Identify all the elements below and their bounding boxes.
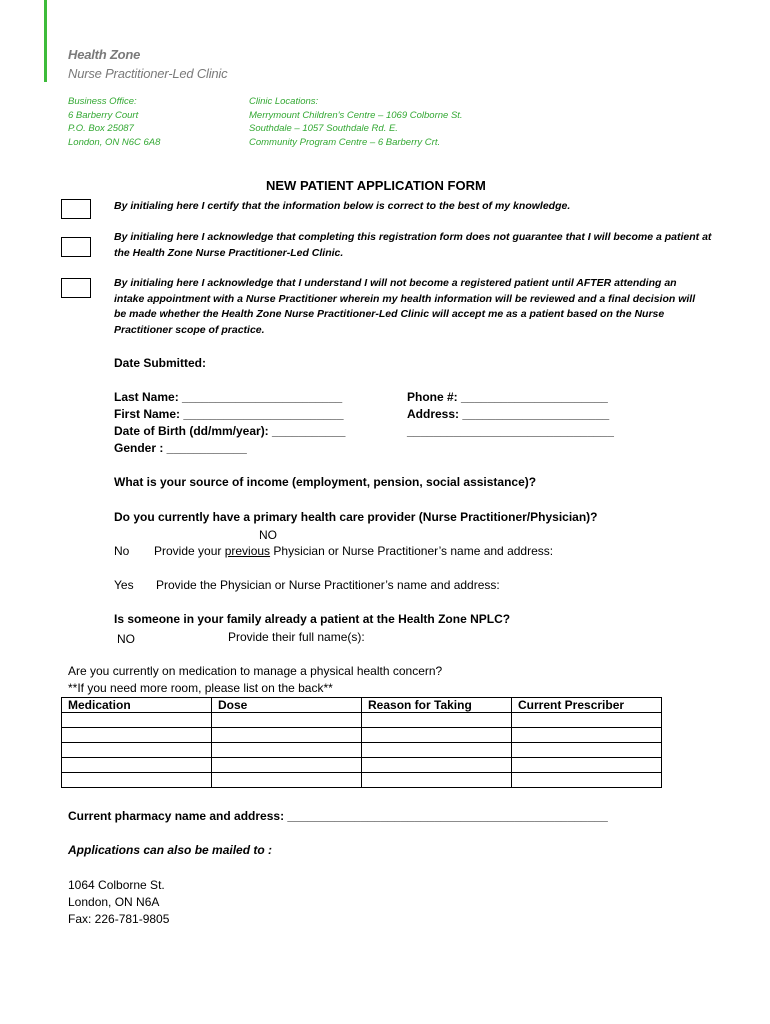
table-header-cell: Dose [212, 698, 362, 713]
table-header-cell: Reason for Taking [362, 698, 512, 713]
initial-box-2[interactable] [61, 237, 91, 257]
table-cell[interactable] [212, 728, 362, 743]
family-instruction: Provide their full name(s): [228, 630, 365, 644]
business-office-block [68, 95, 160, 149]
mailing-address-line: London, ON N6A [68, 895, 160, 909]
table-cell[interactable] [362, 743, 512, 758]
business-office-line: 6 Barberry Court [68, 109, 139, 121]
table-header-cell: Current Prescriber [512, 698, 662, 713]
table-row [62, 728, 662, 743]
provider-no-text-pre: Provide your [154, 544, 225, 558]
business-office-line: P.O. Box 25087 [68, 123, 134, 134]
header-accent-bar [44, 0, 47, 82]
provider-no-text-post: Physician or Nurse Practitioner’s name and address: [270, 544, 554, 558]
table-cell[interactable] [362, 773, 512, 788]
business-office-line: Business Office: [68, 96, 137, 107]
table-cell[interactable] [62, 773, 212, 788]
clinic-subtitle: Nurse Practitioner-Led Clinic [68, 66, 228, 81]
pharmacy-field[interactable]: Current pharmacy name and address: ________________________________________________ [68, 809, 608, 823]
clinic-location-line: Community Program Centre – 6 Barberry Crt. [249, 136, 441, 148]
form-title: NEW PATIENT APPLICATION FORM [266, 178, 486, 193]
medication-table [61, 697, 662, 788]
last-name-field[interactable]: Last Name: ________________________ [114, 390, 343, 404]
table-cell[interactable] [512, 743, 662, 758]
provider-no-instruction [154, 544, 553, 558]
table-cell[interactable] [212, 758, 362, 773]
clinic-location-line: Southdale – 1057 Southdale Rd. E. [249, 123, 398, 134]
table-row [62, 713, 662, 728]
table-cell[interactable] [62, 758, 212, 773]
certification-text-1: By initialing here I certify that the information below is correct to the best of my knowledge. [114, 200, 571, 212]
clinic-location-line: Clinic Locations: [249, 96, 319, 107]
clinic-name: Health Zone [68, 47, 141, 62]
provider-no-text-underlined: previous [224, 544, 271, 558]
initial-box-1[interactable] [61, 199, 91, 219]
provider-answer-value[interactable]: NO [259, 528, 277, 542]
table-cell[interactable] [512, 713, 662, 728]
provider-question: Do you currently have a primary health care provider (Nurse Practitioner/Physician)? [114, 510, 598, 524]
address-field[interactable]: Address: ______________________ [407, 407, 610, 421]
table-header-row [62, 698, 662, 713]
table-cell[interactable] [512, 758, 662, 773]
table-cell[interactable] [362, 728, 512, 743]
business-office-line: London, ON N6C 6A8 [68, 136, 161, 148]
mailing-address-line: 1064 Colborne St. [68, 878, 165, 892]
clinic-locations-block [249, 95, 463, 149]
table-cell[interactable] [62, 713, 212, 728]
certification-text-3: By initialing here I acknowledge that I understand I will not become a registered patient until AFTER attending an intake appointment with a Nurse Practitioner wherein my health information will be reviewed and a final decision will be made whether the Health Zone Nurse Practitioner-Led Clinic will accept me as a patient based on the Nurse Practitioner scope of practice. [114, 277, 696, 336]
table-cell[interactable] [362, 758, 512, 773]
table-cell[interactable] [512, 773, 662, 788]
table-cell[interactable] [212, 773, 362, 788]
dob-field[interactable]: Date of Birth (dd/mm/year): ___________ [114, 424, 346, 438]
family-answer-value[interactable]: NO [117, 632, 135, 646]
gender-field[interactable]: Gender : ____________ [114, 441, 247, 455]
table-cell[interactable] [512, 728, 662, 743]
mailing-heading: Applications can also be mailed to : [68, 843, 273, 857]
family-question: Is someone in your family already a patient at the Health Zone NPLC? [114, 612, 511, 626]
income-question: What is your source of income (employment, pension, social assistance)? [114, 475, 537, 489]
table-cell[interactable] [212, 743, 362, 758]
phone-field[interactable]: Phone #: ______________________ [407, 390, 608, 404]
provider-yes-instruction: Provide the Physician or Nurse Practitioner’s name and address: [156, 578, 500, 592]
provider-yes-label: Yes [114, 578, 134, 592]
table-row [62, 743, 662, 758]
table-row [62, 758, 662, 773]
certification-text-2: By initialing here I acknowledge that completing this registration form does not guarantee that I will become a patient at the Health Zone Nurse Practitioner-Led Clinic. [114, 231, 712, 259]
medication-note: **If you need more room, please list on the back** [68, 681, 333, 695]
clinic-location-line: Merrymount Children's Centre – 1069 Colborne St. [249, 109, 463, 121]
initial-box-3[interactable] [61, 278, 91, 298]
provider-no-label: No [114, 544, 130, 558]
table-cell[interactable] [62, 743, 212, 758]
medication-question: Are you currently on medication to manage a physical health concern? [68, 664, 443, 678]
table-header-cell: Medication [62, 698, 212, 713]
table-cell[interactable] [362, 713, 512, 728]
first-name-field[interactable]: First Name: ________________________ [114, 407, 344, 421]
address-line2-field[interactable]: _______________________________ [407, 424, 614, 438]
mailing-address-line: Fax: 226-781-9805 [68, 912, 170, 926]
date-submitted-label: Date Submitted: [114, 356, 207, 370]
table-cell[interactable] [62, 728, 212, 743]
table-cell[interactable] [212, 713, 362, 728]
table-row [62, 773, 662, 788]
